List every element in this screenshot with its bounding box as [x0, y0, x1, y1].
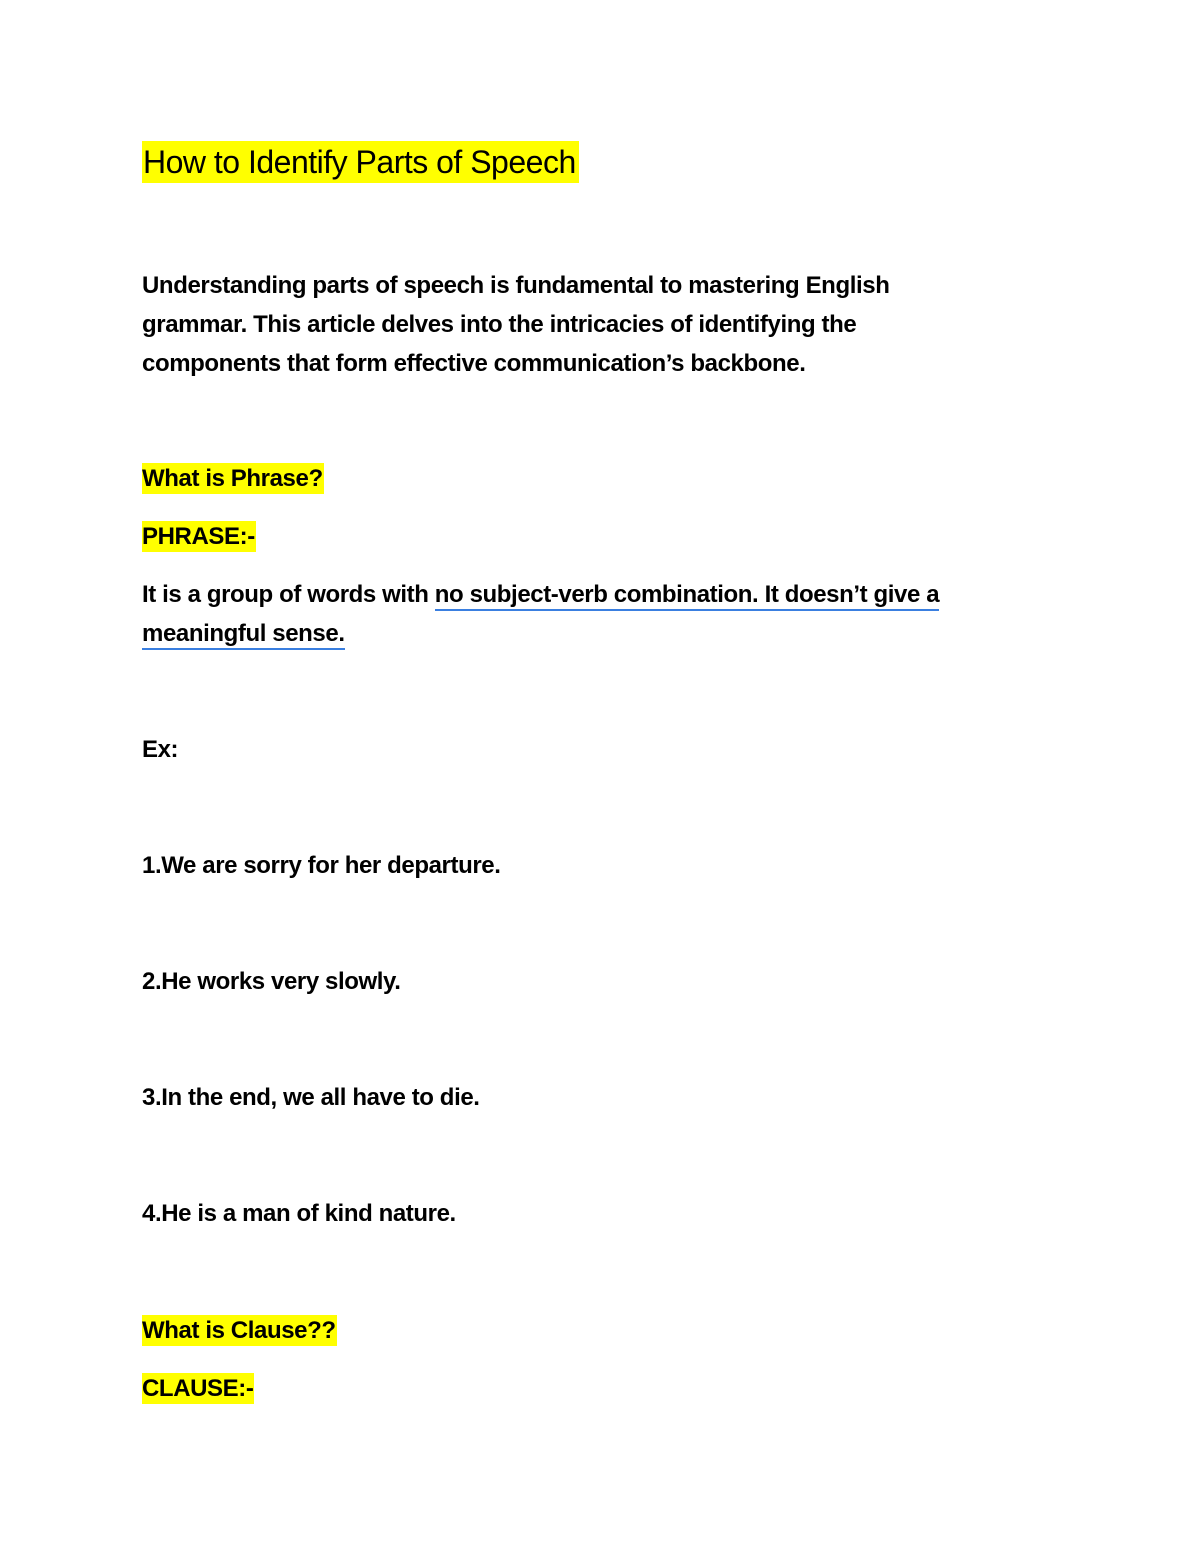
clause-question [142, 1316, 337, 1346]
example-item-4: 4.He is a man of kind nature. [142, 1200, 456, 1227]
clause-question-text: What is Clause?? [142, 1317, 336, 1344]
phrase-definition-underlined-2: meaningful sense. [142, 620, 345, 650]
phrase-label-text: PHRASE:- [142, 523, 255, 550]
clause-label [142, 1374, 254, 1404]
intro-line-3: components that form effective communication’s backbone. [142, 350, 806, 377]
examples-label: Ex: [142, 736, 179, 763]
intro-line-2: grammar. This article delves into the intricacies of identifying the [142, 311, 857, 338]
example-item-1: 1.We are sorry for her departure. [142, 852, 501, 879]
title-highlight: How to Identify Parts of Speech [142, 141, 579, 183]
phrase-definition-underlined-1: no subject-verb combination. It doesn’t give a [435, 581, 939, 611]
phrase-definition-line-1 [142, 580, 939, 610]
example-item-3: 3.In the end, we all have to die. [142, 1084, 480, 1111]
phrase-question-text: What is Phrase? [142, 465, 323, 492]
phrase-definition-line-2 [142, 619, 345, 649]
phrase-question [142, 464, 324, 494]
clause-label-text: CLAUSE:- [142, 1375, 254, 1402]
phrase-label [142, 522, 256, 552]
phrase-definition-prefix: It is a group of words with [142, 581, 435, 608]
page-title [142, 142, 579, 182]
intro-line-1: Understanding parts of speech is fundamental to mastering English [142, 272, 890, 299]
example-item-2: 2.He works very slowly. [142, 968, 401, 995]
